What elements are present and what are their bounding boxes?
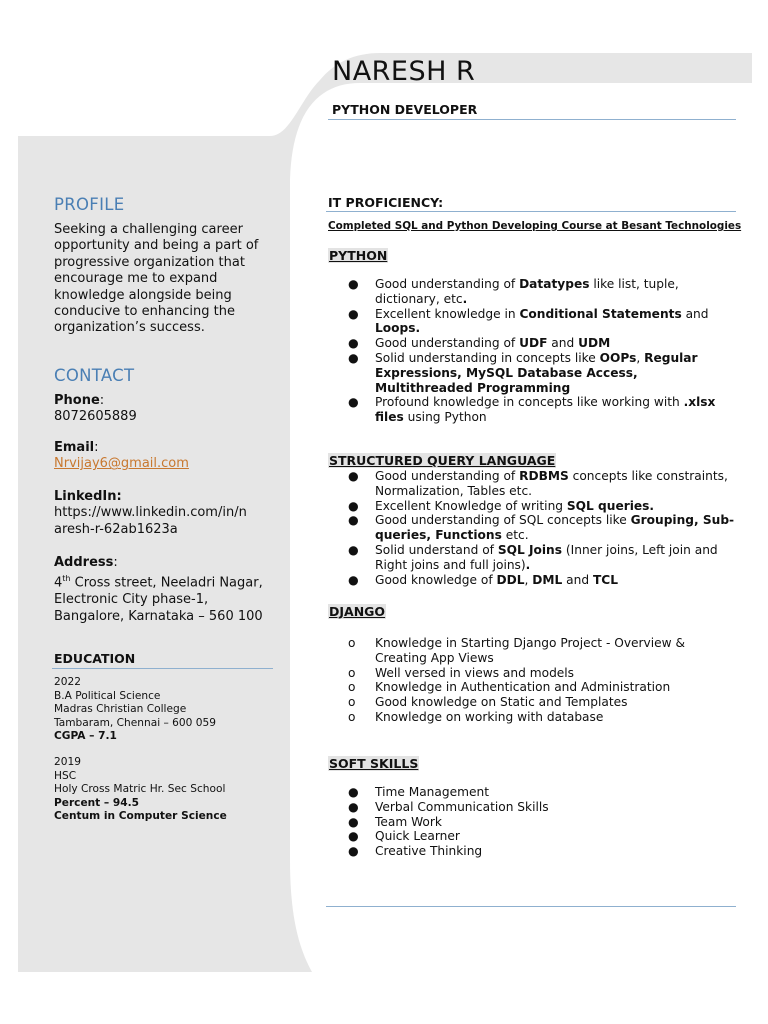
python-skills-list	[348, 277, 738, 425]
list-item: ● Verbal Communication Skills	[348, 799, 549, 814]
python-heading: PYTHON	[329, 248, 388, 263]
list-item: ● Profound knowledge in concepts like working with .xlsx files using Python	[348, 395, 716, 425]
list-item: o Knowledge in Authentication and Administration	[348, 680, 671, 695]
list-item: ● Creative Thinking	[348, 844, 483, 859]
education-entry: 2019 HSC Holy Cross Matric Hr. Sec School Percent – 94.5 Centum in Computer Science	[54, 756, 227, 822]
contact-linkedin	[54, 489, 276, 538]
candidate-name: NARESH R	[332, 56, 476, 87]
list-item: ● Excellent Knowledge of writing SQL queries.	[348, 498, 655, 513]
contact-email: Email: Nrvijay6@gmail.com	[54, 440, 189, 472]
list-item: ● Good understanding of SQL concepts like Grouping, Sub-queries, Functions etc.	[348, 513, 735, 543]
list-item: ● Good understanding of Datatypes like list, tuple, dictionary, etc.	[348, 277, 679, 306]
soft-skills-heading: SOFT SKILLS	[329, 756, 419, 771]
list-item: ● Solid understanding in concepts like OOPs, Regular Expressions, MySQL Database Access, Multithreaded Programming	[348, 350, 698, 395]
profile-summary: Seeking a challenging career opportunity and being a part of progressive organization that encourage me to expand knowledge alongside being conducive to enhancing the organization’s success.	[54, 222, 259, 336]
profile-heading: PROFILE	[54, 195, 125, 214]
list-item: ● Time Management	[348, 785, 489, 799]
list-item: o Good knowledge on Static and Templates	[348, 695, 628, 710]
list-item: ● Good understanding of RDBMS concepts like constraints, Normalization, Tables etc.	[348, 469, 728, 498]
list-item: o Knowledge in Starting Django Project - Overview & Creating App Views	[348, 636, 685, 665]
list-item: ● Good understanding of UDF and UDM	[348, 336, 611, 351]
soft-skills-list	[348, 785, 738, 859]
django-skills-list	[348, 636, 738, 725]
list-item: ● Excellent knowledge in Conditional Statements and Loops.	[348, 306, 709, 336]
list-item: ● Solid understand of SQL Joins (Inner joins, Left join and Right joins and full joins).	[348, 542, 718, 572]
email-label: Email	[54, 440, 95, 455]
linkedin-url-2: aresh-r-62ab1623a	[54, 521, 178, 537]
django-heading: DJANGO	[329, 604, 386, 619]
address-label: Address	[54, 555, 114, 570]
education-heading: EDUCATION	[54, 651, 136, 666]
it-proficiency-heading: IT PROFICIENCY:	[328, 195, 444, 210]
sql-heading: STRUCTURED QUERY LANGUAGE	[329, 453, 556, 468]
list-item: ● Team Work	[348, 814, 442, 829]
list-item: ● Quick Learner	[348, 829, 460, 844]
footer-divider	[326, 906, 736, 907]
education-divider	[52, 668, 273, 669]
linkedin-label: LinkedIn:	[54, 489, 122, 504]
list-item: o Knowledge on working with database	[348, 709, 604, 724]
phone-value: 8072605889	[54, 409, 137, 425]
email-link[interactable]: Nrvijay6@gmail.com	[54, 456, 189, 472]
course-completed: Completed SQL and Python Developing Course at Besant Technologies	[328, 220, 742, 232]
sql-skills-list	[348, 469, 738, 587]
linkedin-url-1: https://www.linkedin.com/in/n	[54, 505, 247, 521]
phone-label: Phone	[54, 393, 100, 408]
contact-heading: CONTACT	[54, 366, 135, 385]
list-item: ● Good knowledge of DDL, DML and TCL	[348, 572, 619, 587]
list-item: o Well versed in views and models	[348, 665, 575, 680]
it-divider	[326, 211, 736, 212]
contact-address: Address: 4th Cross street, Neeladri Nagar, Electronic City phase-1, Bangalore, Karnataka – 560 100	[54, 555, 263, 624]
job-title: PYTHON DEVELOPER	[332, 102, 478, 117]
education-entry: 2022 B.A Political Science Madras Christian College Tambaram, Chennai – 600 059 CGPA – 7.1	[54, 676, 216, 742]
contact-phone: Phone: 8072605889	[54, 393, 276, 426]
title-divider	[328, 119, 736, 120]
